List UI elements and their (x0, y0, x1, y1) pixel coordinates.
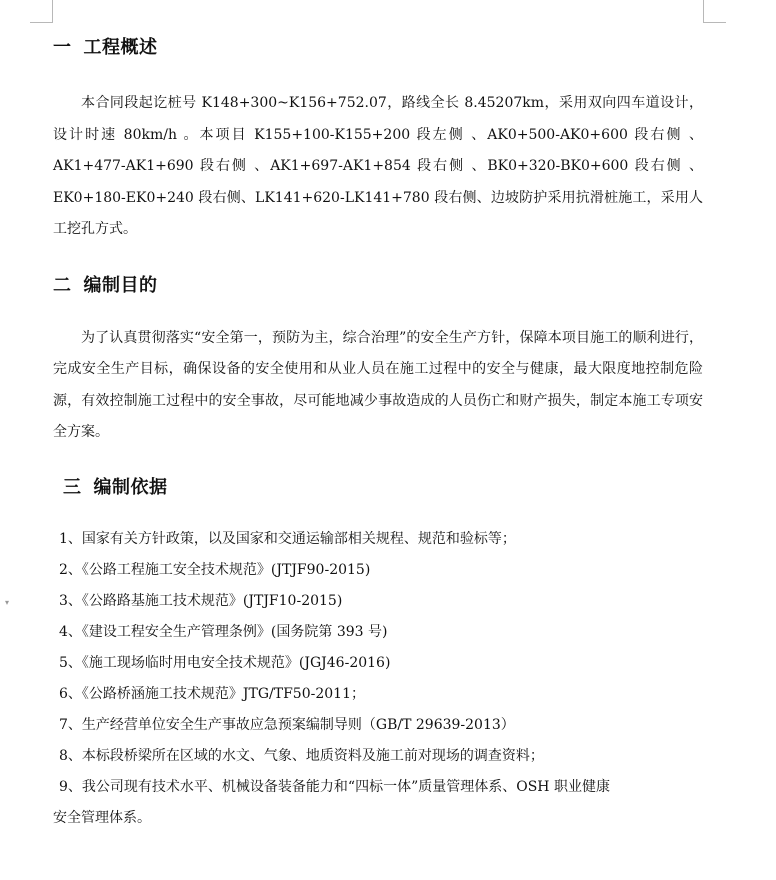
section-title: 工程概述 (83, 37, 158, 58)
page-corner-mark-top-left (30, 0, 53, 23)
page-corner-mark-top-right (703, 0, 726, 23)
document-body (53, 33, 703, 834)
section-title: 编制目的 (83, 274, 158, 296)
section-number: 二 (53, 274, 72, 296)
list-item: 7、生产经营单位安全生产事故应急预案编制导则（GB/T 29639-2013） (59, 716, 515, 733)
section-number: 三 (63, 476, 82, 498)
list-item: 1、国家有关方针政策，以及国家和交通运输部相关规程、规范和验标等； (59, 530, 516, 547)
list-item: 2、《公路工程施工安全技术规范》(JTJF90-2015) (59, 561, 371, 578)
section-heading-basis (53, 473, 703, 503)
section-heading-purpose (53, 271, 703, 301)
list-item: 5、《施工现场临时用电安全技术规范》(JGJ46-2016) (59, 654, 391, 671)
list-item: 4、《建设工程安全生产管理条例》(国务院第 393 号) (59, 623, 388, 640)
list-item: 8、本标段桥梁所在区域的水文、气象、地质资料及施工前对现场的调查资料； (59, 747, 544, 764)
list-item: 6、《公路桥涵施工技术规范》JTG/TF50-2011； (59, 685, 365, 702)
section-number: 一 (53, 37, 72, 58)
section-title: 编制依据 (93, 476, 168, 498)
overview-paragraph: 本合同段起讫桩号 K148+300~K156+752.07，路线全长 8.45207km，采用双向四车道设计，设计时速 80km/h 。本项目 K155+100-K155+200 段左侧 、AK0+500-AK0+600 段右侧 、AK1+477-AK1+690 段右侧 、AK1+697-AK1+854 段右侧 、BK0+320-BK0+600 段右侧 、EK0+180-EK0+240 段右侧、LK141+620-LK141+780 段右侧、边坡防护采用抗滑桩施工，采用人工挖孔方式。 (53, 95, 703, 237)
section-heading-overview (53, 33, 703, 63)
list-item: 3、《公路路基施工技术规范》(JTJF10-2015) (59, 592, 343, 609)
purpose-paragraph: 为了认真贯彻落实“安全第一，预防为主，综合治理”的安全生产方针，保障本项目施工的顺利进行，完成安全生产目标，确保设备的安全使用和从业人员在施工过程中的安全与健康，最大限度地控制危险源，有效控制施工过程中的安全事故，尽可能地减少事故造成的人员伤亡和财产损失，制定本施工专项安全方案。 (53, 329, 703, 440)
list-item: 9、我公司现有技术水平、机械设备装备能力和“四标一体”质量管理体系、OSH 职业健康 (59, 778, 610, 795)
margin-arrow-icon: ▾ (5, 598, 10, 607)
basis-list (53, 524, 703, 834)
list-item-continuation: 安全管理体系。 (53, 809, 151, 826)
